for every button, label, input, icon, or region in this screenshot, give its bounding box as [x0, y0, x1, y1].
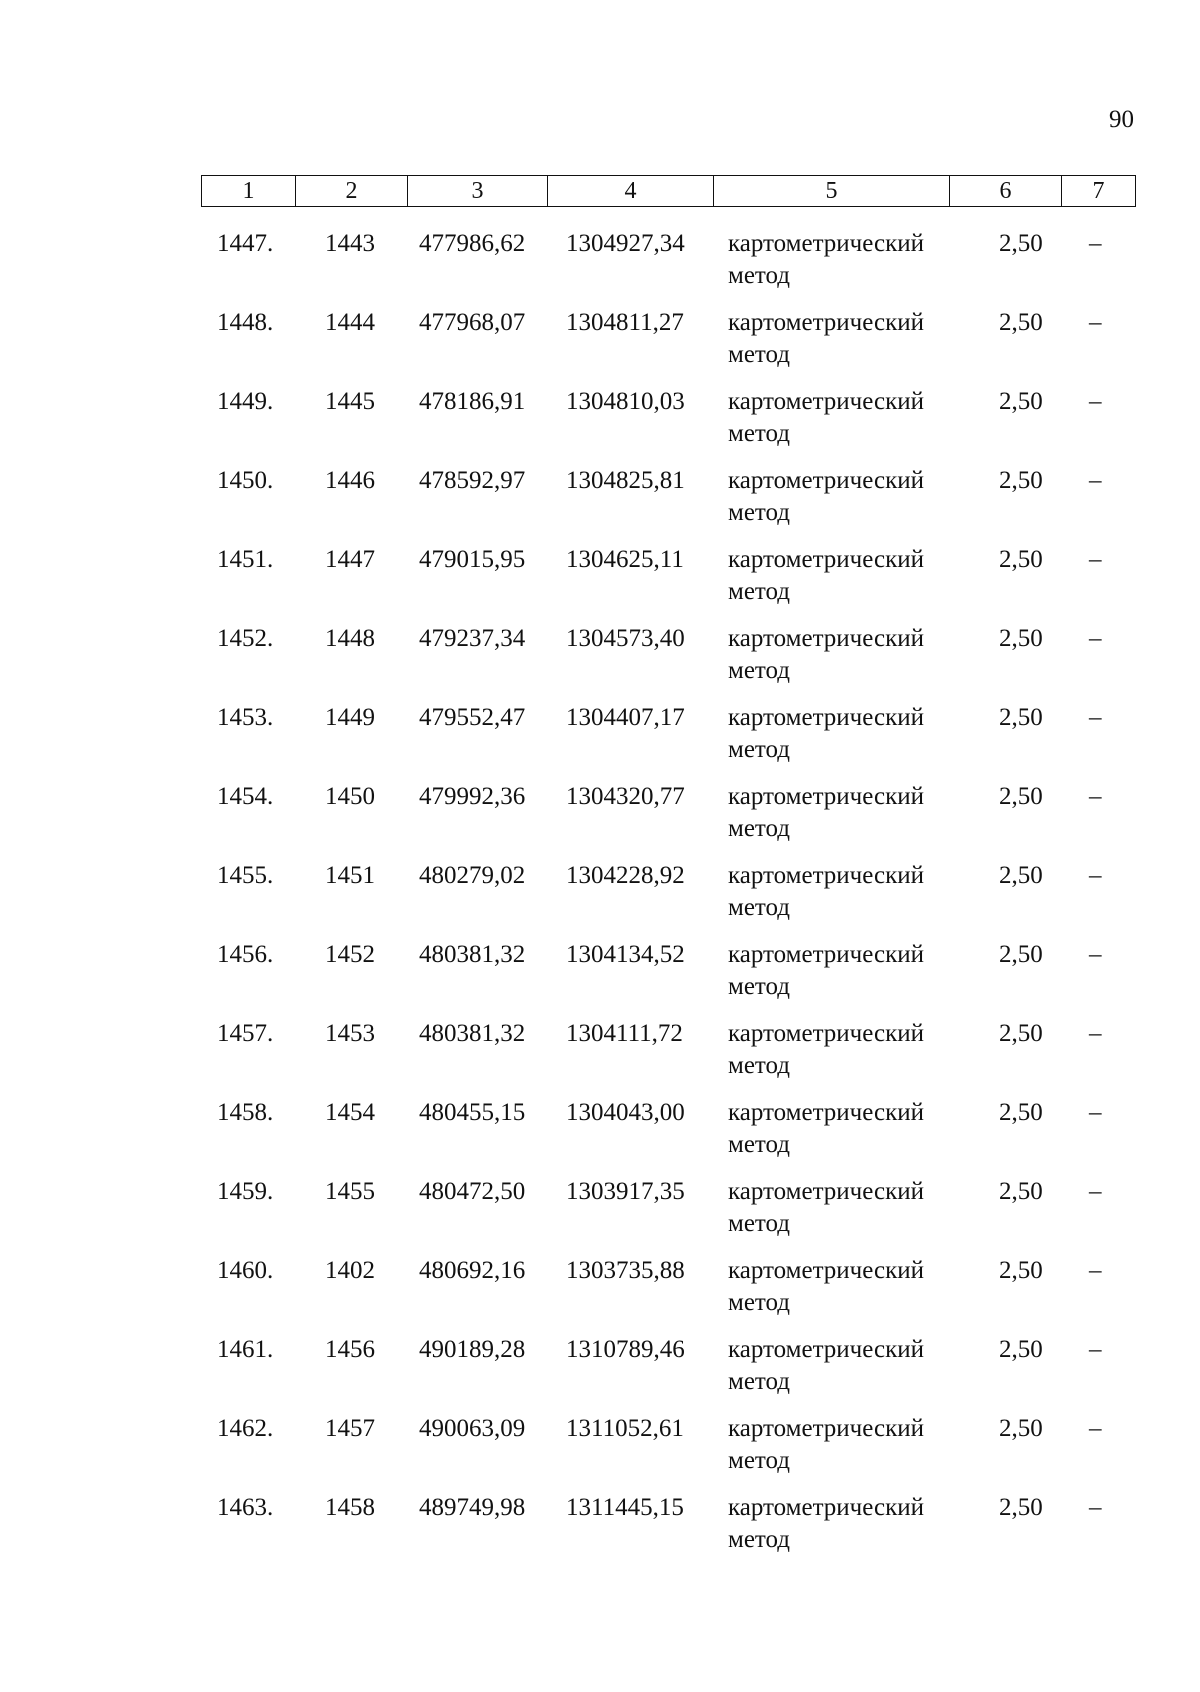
table-row — [201, 937, 1135, 1016]
coordinate-x: 477986,62 — [419, 230, 526, 257]
note-dash: – — [1089, 388, 1102, 415]
accuracy-value: 2,50 — [999, 467, 1043, 494]
accuracy-value: 2,50 — [999, 1099, 1043, 1126]
coordinate-y: 1303917,35 — [566, 1178, 685, 1205]
column-header-4: 4 — [548, 176, 714, 207]
row-number: 1457. — [217, 1020, 274, 1047]
method-cell — [728, 860, 958, 924]
method-cell — [728, 1097, 958, 1161]
column-header-7: 7 — [1062, 176, 1136, 207]
coordinate-y: 1311445,15 — [566, 1494, 684, 1521]
note-dash: – — [1089, 1494, 1102, 1521]
row-number: 1452. — [217, 625, 274, 652]
accuracy-value: 2,50 — [999, 625, 1043, 652]
accuracy-value: 2,50 — [999, 1415, 1043, 1442]
coordinate-y: 1310789,46 — [566, 1336, 685, 1363]
method-line1: картометрический — [728, 1020, 924, 1047]
column-header-6: 6 — [950, 176, 1062, 207]
coordinate-y: 1304625,11 — [566, 546, 684, 573]
method-cell — [728, 1334, 958, 1398]
method-line2: метод — [728, 657, 791, 684]
method-line2: метод — [728, 1447, 791, 1474]
method-line1: картометрический — [728, 230, 924, 257]
method-line2: метод — [728, 1131, 791, 1158]
point-number: 1452 — [325, 941, 375, 968]
method-line2: метод — [728, 1210, 791, 1237]
method-line1: картометрический — [728, 1415, 924, 1442]
column-header-table — [201, 175, 1136, 207]
row-number: 1461. — [217, 1336, 274, 1363]
coordinate-x: 479237,34 — [419, 625, 526, 652]
coordinate-y: 1304228,92 — [566, 862, 685, 889]
table-row — [201, 384, 1135, 463]
method-line1: картометрический — [728, 1336, 924, 1363]
note-dash: – — [1089, 1336, 1102, 1363]
method-line1: картометрический — [728, 625, 924, 652]
row-number: 1456. — [217, 941, 274, 968]
point-number: 1455 — [325, 1178, 375, 1205]
accuracy-value: 2,50 — [999, 1178, 1043, 1205]
coordinate-x: 479015,95 — [419, 546, 526, 573]
row-number: 1447. — [217, 230, 274, 257]
coordinate-y: 1304043,00 — [566, 1099, 685, 1126]
method-cell — [728, 939, 958, 1003]
method-line1: картометрический — [728, 1494, 924, 1521]
note-dash: – — [1089, 862, 1102, 889]
accuracy-value: 2,50 — [999, 704, 1043, 731]
method-line1: картометрический — [728, 1257, 924, 1284]
method-cell — [728, 623, 958, 687]
note-dash: – — [1089, 941, 1102, 968]
coordinate-x: 479552,47 — [419, 704, 526, 731]
method-cell — [728, 307, 958, 371]
method-line2: метод — [728, 341, 791, 368]
method-cell — [728, 1413, 958, 1477]
note-dash: – — [1089, 1020, 1102, 1047]
table-row — [201, 1411, 1135, 1490]
accuracy-value: 2,50 — [999, 1336, 1043, 1363]
method-line1: картометрический — [728, 388, 924, 415]
method-line1: картометрический — [728, 467, 924, 494]
point-number: 1402 — [325, 1257, 375, 1284]
method-cell — [728, 228, 958, 292]
accuracy-value: 2,50 — [999, 230, 1043, 257]
method-cell — [728, 702, 958, 766]
table-row — [201, 1332, 1135, 1411]
table-row — [201, 1490, 1135, 1569]
method-line2: метод — [728, 1368, 791, 1395]
accuracy-value: 2,50 — [999, 862, 1043, 889]
table-row — [201, 542, 1135, 621]
coordinate-x: 489749,98 — [419, 1494, 526, 1521]
method-line2: метод — [728, 262, 791, 289]
coordinate-y: 1304111,72 — [566, 1020, 683, 1047]
accuracy-value: 2,50 — [999, 309, 1043, 336]
point-number: 1445 — [325, 388, 375, 415]
method-line2: метод — [728, 894, 791, 921]
coordinate-y: 1304810,03 — [566, 388, 685, 415]
coordinate-y: 1303735,88 — [566, 1257, 685, 1284]
table-row — [201, 700, 1135, 779]
method-line1: картометрический — [728, 1099, 924, 1126]
accuracy-value: 2,50 — [999, 1494, 1043, 1521]
method-line2: метод — [728, 499, 791, 526]
row-number: 1450. — [217, 467, 274, 494]
table-row — [201, 226, 1135, 305]
coordinate-x: 478186,91 — [419, 388, 526, 415]
coordinate-y: 1304407,17 — [566, 704, 685, 731]
method-cell — [728, 1255, 958, 1319]
coordinate-x: 477968,07 — [419, 309, 526, 336]
accuracy-value: 2,50 — [999, 1020, 1043, 1047]
method-line1: картометрический — [728, 1178, 924, 1205]
table-row — [201, 1016, 1135, 1095]
method-cell — [728, 1492, 958, 1556]
coordinate-y: 1304927,34 — [566, 230, 685, 257]
coordinate-y: 1304811,27 — [566, 309, 684, 336]
table-row — [201, 1253, 1135, 1332]
note-dash: – — [1089, 309, 1102, 336]
table-row — [201, 463, 1135, 542]
accuracy-value: 2,50 — [999, 546, 1043, 573]
note-dash: – — [1089, 467, 1102, 494]
accuracy-value: 2,50 — [999, 783, 1043, 810]
table-row — [201, 779, 1135, 858]
row-number: 1459. — [217, 1178, 274, 1205]
row-number: 1451. — [217, 546, 274, 573]
table-row — [201, 305, 1135, 384]
point-number: 1448 — [325, 625, 375, 652]
method-cell — [728, 1018, 958, 1082]
table-body — [201, 226, 1135, 1569]
point-number: 1447 — [325, 546, 375, 573]
coordinate-x: 480692,16 — [419, 1257, 526, 1284]
note-dash: – — [1089, 230, 1102, 257]
method-line1: картометрический — [728, 546, 924, 573]
row-number: 1463. — [217, 1494, 274, 1521]
note-dash: – — [1089, 1178, 1102, 1205]
method-line2: метод — [728, 420, 791, 447]
method-line2: метод — [728, 973, 791, 1000]
page-number: 90 — [1109, 106, 1134, 133]
row-number: 1454. — [217, 783, 274, 810]
note-dash: – — [1089, 1415, 1102, 1442]
point-number: 1458 — [325, 1494, 375, 1521]
point-number: 1449 — [325, 704, 375, 731]
method-line1: картометрический — [728, 941, 924, 968]
row-number: 1448. — [217, 309, 274, 336]
coordinate-x: 490063,09 — [419, 1415, 526, 1442]
point-number: 1454 — [325, 1099, 375, 1126]
column-header-3: 3 — [408, 176, 548, 207]
method-line1: картометрический — [728, 309, 924, 336]
coordinate-y: 1304825,81 — [566, 467, 685, 494]
method-line2: метод — [728, 1052, 791, 1079]
coordinate-y: 1304573,40 — [566, 625, 685, 652]
point-number: 1453 — [325, 1020, 375, 1047]
row-number: 1449. — [217, 388, 274, 415]
row-number: 1462. — [217, 1415, 274, 1442]
accuracy-value: 2,50 — [999, 388, 1043, 415]
method-line2: метод — [728, 578, 791, 605]
point-number: 1456 — [325, 1336, 375, 1363]
column-header-1: 1 — [202, 176, 296, 207]
column-header-5: 5 — [714, 176, 950, 207]
column-header-2: 2 — [296, 176, 408, 207]
coordinate-x: 480381,32 — [419, 1020, 526, 1047]
method-line2: метод — [728, 736, 791, 763]
accuracy-value: 2,50 — [999, 941, 1043, 968]
note-dash: – — [1089, 546, 1102, 573]
column-header-row — [202, 176, 1136, 207]
note-dash: – — [1089, 1257, 1102, 1284]
row-number: 1453. — [217, 704, 274, 731]
point-number: 1450 — [325, 783, 375, 810]
method-line1: картометрический — [728, 783, 924, 810]
coordinate-x: 480472,50 — [419, 1178, 526, 1205]
note-dash: – — [1089, 783, 1102, 810]
method-cell — [728, 544, 958, 608]
row-number: 1460. — [217, 1257, 274, 1284]
method-cell — [728, 1176, 958, 1240]
method-cell — [728, 781, 958, 845]
table-row — [201, 858, 1135, 937]
method-line2: метод — [728, 1526, 791, 1553]
coordinate-y: 1304134,52 — [566, 941, 685, 968]
method-cell — [728, 386, 958, 450]
method-cell — [728, 465, 958, 529]
coordinate-x: 480455,15 — [419, 1099, 526, 1126]
note-dash: – — [1089, 625, 1102, 652]
coordinate-x: 480381,32 — [419, 941, 526, 968]
note-dash: – — [1089, 1099, 1102, 1126]
row-number: 1455. — [217, 862, 274, 889]
point-number: 1444 — [325, 309, 375, 336]
coordinate-y: 1304320,77 — [566, 783, 685, 810]
note-dash: – — [1089, 704, 1102, 731]
coordinate-x: 479992,36 — [419, 783, 526, 810]
method-line1: картометрический — [728, 862, 924, 889]
accuracy-value: 2,50 — [999, 1257, 1043, 1284]
table-row — [201, 1095, 1135, 1174]
point-number: 1457 — [325, 1415, 375, 1442]
coordinate-x: 490189,28 — [419, 1336, 526, 1363]
method-line2: метод — [728, 815, 791, 842]
method-line1: картометрический — [728, 704, 924, 731]
point-number: 1443 — [325, 230, 375, 257]
method-line2: метод — [728, 1289, 791, 1316]
coordinate-x: 480279,02 — [419, 862, 526, 889]
table-row — [201, 621, 1135, 700]
coordinate-y: 1311052,61 — [566, 1415, 684, 1442]
point-number: 1451 — [325, 862, 375, 889]
point-number: 1446 — [325, 467, 375, 494]
row-number: 1458. — [217, 1099, 274, 1126]
table-row — [201, 1174, 1135, 1253]
coordinate-x: 478592,97 — [419, 467, 526, 494]
